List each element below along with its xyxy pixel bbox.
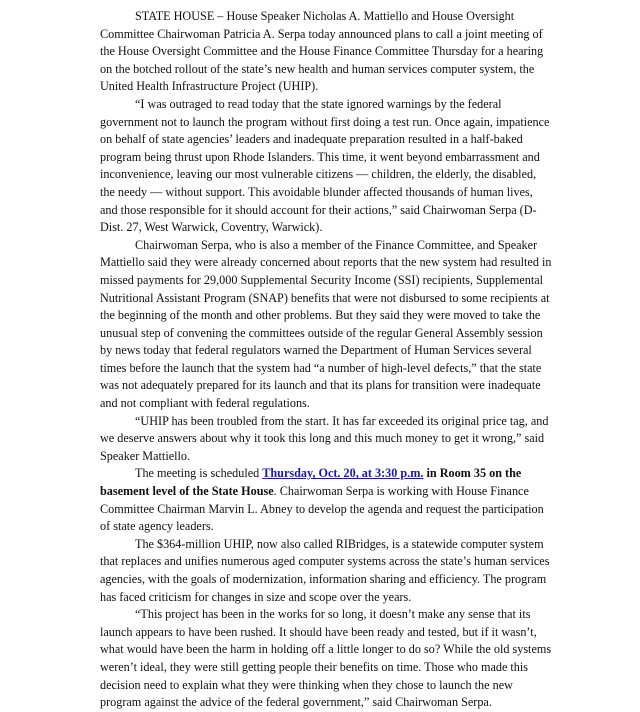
paragraph-meeting xyxy=(100,465,552,535)
press-release-body xyxy=(100,8,552,712)
paragraph-serpa-closing-quote: “This project has been in the works for so long, it doesn’t make any sense that its launch appears to have been rushed. It should have been ready and tested, but if it wasn’t, what would have been the harm in holding off a little longer to do so? While the old systems weren’t ideal, they were still getting people their benefits on time. Those who made this decision need to explain what they were thinking when they chose to launch the new program against the advice of the federal government,” said Chairwoman Serpa. xyxy=(100,607,552,710)
meeting-date-link[interactable]: Thursday, Oct. 20, at 3:30 p.m. xyxy=(262,466,424,481)
meeting-lead-text: The meeting is scheduled xyxy=(135,466,263,481)
paragraph-mattiello-quote: “UHIP has been troubled from the start. It has far exceeded its original price tag, and we deserve answers about why it took this long and this much money to get it wrong,” said Speaker Mattiello. xyxy=(100,413,549,463)
paragraph-intro: STATE HOUSE – House Speaker Nicholas A. Mattiello and House Oversight Committee Chairwoman Patricia A. Serpa today announced plans to call a joint meeting of the House Oversight Committee and the House Finance Committee Thursday for a hearing on the botched rollout of the state’s new health and human services computer system, the United Health Infrastructure Project (UHIP). xyxy=(100,9,544,94)
paragraph-serpa-quote: “I was outraged to read today that the state ignored warnings by the federal government not to launch the program without first doing a test run. Once again, impatience on behalf of state agencies’ leaders and inadequate preparation resulted in a half-baked program being thrust upon Rhode Islanders. This time, it went beyond embarrassment and inconvenience, leaving our most vulnerable citizens — children, the elderly, the disabled, the needy — without support. This avoidable blunder affected thousands of human lives, and those responsible for it should account for their actions,” said Chairwoman Serpa (D-Dist. 27, West Warwick, Coventry, Warwick). xyxy=(100,96,550,235)
paragraph-uhip-description: The $364-million UHIP, now also called RIBridges, is a statewide computer system that replaces and unifies numerous aged computer systems across the state’s human services agencies, with the goals of modernization, information sharing and efficiency. The program has faced criticism for changes in size and scope over the years. xyxy=(100,536,550,604)
paragraph-concerns: Chairwoman Serpa, who is also a member of the Finance Committee, and Speaker Mattiello said they were already concerned about reports that the new system had resulted in missed payments for 29,000 Supplemental Security Income (SSI) recipients, Supplemental Nutritional Assistant Program (SNAP) benefits that were not disbursed to some recipients at the beginning of the month and other problems. But they said they were moved to take the unusual step of convening the committees outside of the regular General Assembly session by news today that federal regulators warned the Department of Human Services several times before the launch that the system had “a number of high-level defects,” that the state was not adequately prepared for its launch and that its plans for transition were inadequate and not compliant with federal regulations. xyxy=(100,237,552,411)
meeting-rest-text: . Chairwoman Serpa is working with House Finance Committee Chairman Marvin L. Abney to develop the agenda and request the participation of state agency leaders. xyxy=(100,484,544,534)
meeting-location: in Room 35 on the basement level of the State House xyxy=(100,466,522,499)
